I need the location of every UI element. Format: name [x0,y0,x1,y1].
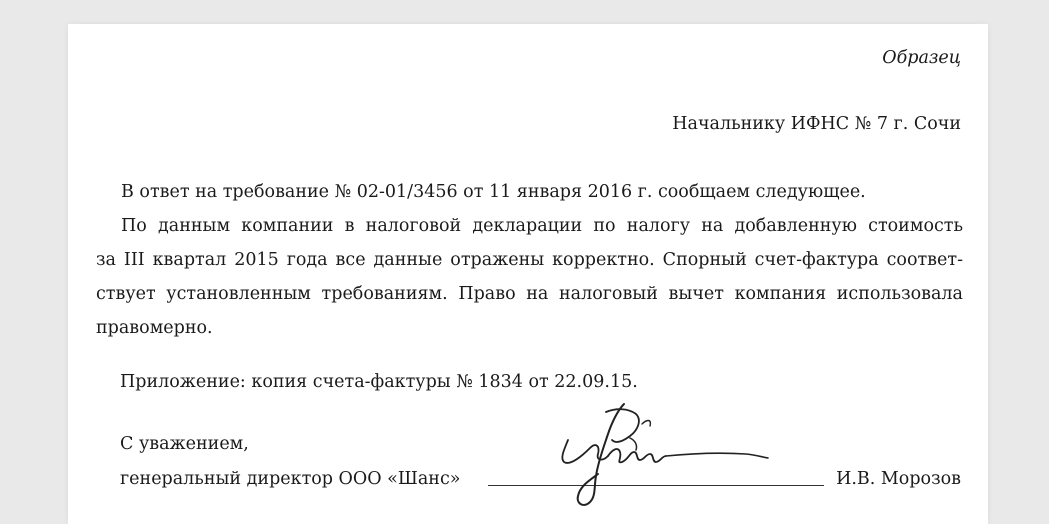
attachment-note: Приложение: копия счета-фактуры № 1834 от 22.09.15. [120,372,638,392]
signer-position: генеральный директор ООО «Шанс» [120,469,461,489]
paragraph-reply: В ответ на требование № 02-01/3456 от 11 января 2016 г. сообщаем следующее. [121,182,866,202]
sample-label: Образец [882,48,961,68]
closing-phrase: С уважением, [120,434,249,454]
paragraph-body-line-3: ствует установленным требованиям. Право на налоговый вычет компания использовала [96,284,963,304]
document-page [68,24,988,524]
addressee: Начальнику ИФНС № 7 г. Сочи [672,114,961,134]
handwritten-signature [546,400,786,520]
letter-body [96,175,963,345]
signer-name: И.В. Морозов [836,469,961,489]
paragraph-body-line-4: правомерно. [96,318,213,338]
paragraph-body-line-2: за III квартал 2015 года все данные отражены корректно. Спорный счет-фактура соответ- [96,250,963,270]
paragraph-body-line-1: По данным компании в налоговой декларации по налогу на добавленную стоимость [121,216,963,236]
